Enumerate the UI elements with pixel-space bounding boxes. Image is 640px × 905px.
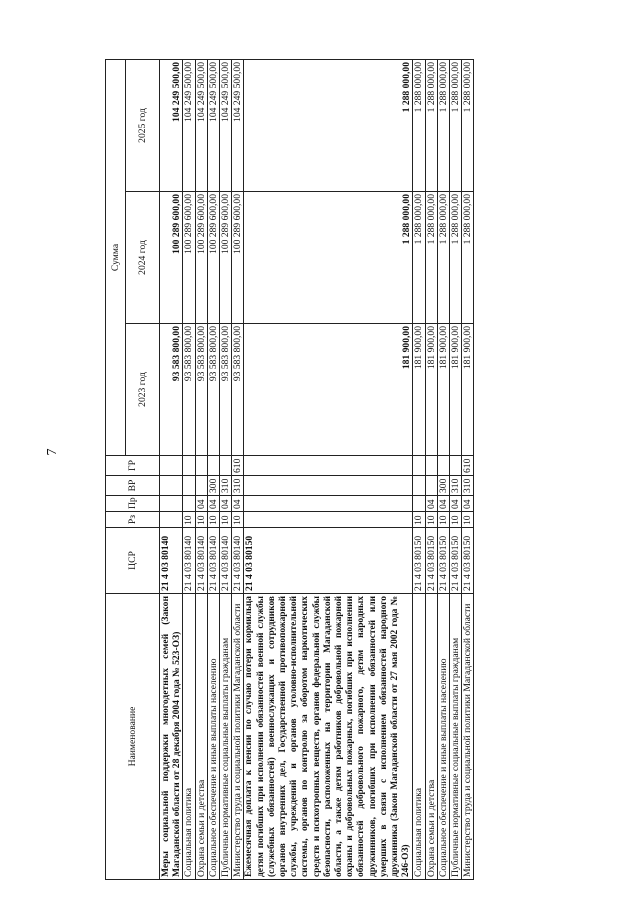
cell-csr: 21 4 03 80150 xyxy=(450,528,462,594)
cell-y2025: 1 288 000,00 xyxy=(413,59,425,191)
cell-y2023: 181 900,00 xyxy=(450,324,462,456)
cell-y2023: 181 900,00 xyxy=(425,324,437,456)
cell-rz: 10 xyxy=(220,512,232,528)
cell-rz: 10 xyxy=(183,512,195,528)
cell-y2024: 100 289 600,00 xyxy=(207,192,219,324)
cell-pr xyxy=(413,496,425,512)
cell-vr xyxy=(183,476,195,496)
cell-y2023: 181 900,00 xyxy=(413,324,425,456)
cell-y2024: 1 288 000,00 xyxy=(425,192,437,324)
cell-gr: 610 xyxy=(232,456,244,476)
cell-y2023: 93 583 800,00 xyxy=(220,324,232,456)
cell-y2023: 181 900,00 xyxy=(437,324,449,456)
cell-rz: 10 xyxy=(232,512,244,528)
cell-vr xyxy=(195,476,207,496)
cell-rz xyxy=(244,512,413,528)
cell-vr: 300 xyxy=(207,476,219,496)
cell-gr xyxy=(207,456,219,476)
cell-y2024: 100 289 600,00 xyxy=(195,192,207,324)
cell-pr: 04 xyxy=(450,496,462,512)
header-2024: 2024 год xyxy=(126,192,160,324)
cell-vr xyxy=(160,476,183,496)
header-vr: ВР xyxy=(106,476,160,496)
cell-y2025: 104 249 500,00 xyxy=(220,59,232,191)
cell-pr: 04 xyxy=(437,496,449,512)
cell-name: Социальное обеспечение и иные выплаты населению xyxy=(207,594,219,880)
cell-rz: 10 xyxy=(413,512,425,528)
cell-csr: 21 4 03 80140 xyxy=(183,528,195,594)
cell-name: Охрана семьи и детства xyxy=(195,594,207,880)
cell-vr: 310 xyxy=(462,476,474,496)
cell-pr: 04 xyxy=(220,496,232,512)
cell-y2023: 181 900,00 xyxy=(462,324,474,456)
cell-pr xyxy=(244,496,413,512)
budget-table xyxy=(105,59,474,880)
cell-name: Социальная политика xyxy=(183,594,195,880)
cell-y2023: 93 583 800,00 xyxy=(183,324,195,456)
cell-pr: 04 xyxy=(207,496,219,512)
cell-gr xyxy=(450,456,462,476)
cell-y2024: 100 289 600,00 xyxy=(232,192,244,324)
cell-gr xyxy=(183,456,195,476)
cell-y2025: 104 249 500,00 xyxy=(160,59,183,191)
cell-csr: 21 4 03 80150 xyxy=(437,528,449,594)
cell-y2024: 1 288 000,00 xyxy=(413,192,425,324)
cell-rz: 10 xyxy=(207,512,219,528)
cell-name: Публичные нормативные социальные выплаты гражданам xyxy=(220,594,232,880)
cell-name: Ежемесячная доплата к пенсии по случаю потери кормильца детям погибших при исполнении обязанностей военной службы (служебных обязанностей) военнослужащих и сотрудников органов внутренних дел, Государственной противопожарной службы, учреждений и органов уголовно-исполнительной системы, органов по контролю за оборотом наркотических средств и психотропных веществ, органов федеральной службы безопасности, расположенных на территории Магаданской области, а также детям работников добровольной пожарной охраны и добровольных пожарных, погибших при исполнении обязанностей добровольного пожарного, детям народных дружинников, погибших при исполнении обязанностей или умерших в связи с исполнением обязанностей народного дружинника (Закон Магаданской области от 27 мая 2002 года № 246-ОЗ) xyxy=(244,594,413,880)
header-2023: 2023 год xyxy=(126,324,160,456)
cell-y2024: 100 289 600,00 xyxy=(220,192,232,324)
cell-gr: 610 xyxy=(462,456,474,476)
header-pr: Пр xyxy=(106,496,160,512)
cell-pr: 04 xyxy=(462,496,474,512)
table-row xyxy=(195,59,207,879)
cell-gr xyxy=(220,456,232,476)
cell-csr: 21 4 03 80150 xyxy=(425,528,437,594)
cell-y2025: 1 288 000,00 xyxy=(244,59,413,191)
cell-pr xyxy=(183,496,195,512)
table-row xyxy=(437,59,449,879)
cell-csr: 21 4 03 80140 xyxy=(207,528,219,594)
cell-y2025: 1 288 000,00 xyxy=(437,59,449,191)
table-row xyxy=(462,59,474,879)
table-row xyxy=(220,59,232,879)
cell-csr: 21 4 03 80140 xyxy=(160,528,183,594)
cell-gr xyxy=(413,456,425,476)
table-header xyxy=(106,59,160,879)
cell-y2025: 104 249 500,00 xyxy=(207,59,219,191)
cell-vr xyxy=(244,476,413,496)
cell-y2024: 1 288 000,00 xyxy=(437,192,449,324)
cell-name: Министерство труда и социальной политики Магаданской области xyxy=(462,594,474,880)
cell-name: Социальное обеспечение и иные выплаты населению xyxy=(437,594,449,880)
cell-y2023: 93 583 800,00 xyxy=(232,324,244,456)
cell-pr xyxy=(160,496,183,512)
cell-y2025: 1 288 000,00 xyxy=(450,59,462,191)
cell-y2024: 1 288 000,00 xyxy=(450,192,462,324)
cell-pr: 04 xyxy=(232,496,244,512)
cell-pr: 04 xyxy=(425,496,437,512)
cell-csr: 21 4 03 80140 xyxy=(220,528,232,594)
cell-y2025: 104 249 500,00 xyxy=(183,59,195,191)
header-csr: ЦСР xyxy=(106,528,160,594)
cell-y2024: 1 288 000,00 xyxy=(462,192,474,324)
cell-vr: 310 xyxy=(220,476,232,496)
table-body xyxy=(160,59,474,879)
cell-vr: 310 xyxy=(232,476,244,496)
cell-name: Публичные нормативные социальные выплаты гражданам xyxy=(450,594,462,880)
cell-y2023: 93 583 800,00 xyxy=(160,324,183,456)
cell-name: Охрана семьи и детства xyxy=(425,594,437,880)
cell-gr xyxy=(425,456,437,476)
cell-gr xyxy=(244,456,413,476)
cell-rz: 10 xyxy=(195,512,207,528)
cell-vr: 300 xyxy=(437,476,449,496)
cell-y2023: 181 900,00 xyxy=(244,324,413,456)
cell-y2025: 104 249 500,00 xyxy=(195,59,207,191)
cell-gr xyxy=(437,456,449,476)
cell-gr xyxy=(195,456,207,476)
table-row xyxy=(244,59,413,879)
cell-vr: 310 xyxy=(450,476,462,496)
cell-y2025: 104 249 500,00 xyxy=(232,59,244,191)
cell-rz: 10 xyxy=(425,512,437,528)
page-number: 7 xyxy=(45,448,60,456)
table-row xyxy=(207,59,219,879)
cell-name: Министерство труда и социальной политики Магаданской области xyxy=(232,594,244,880)
cell-csr: 21 4 03 80150 xyxy=(244,528,413,594)
cell-rz: 10 xyxy=(462,512,474,528)
table-row xyxy=(232,59,244,879)
table-row xyxy=(450,59,462,879)
cell-name: Меры социальной поддержки многодетных семей (Закон Магаданской области от 28 декабря 2004 года № 523-ОЗ) xyxy=(160,594,183,880)
cell-y2023: 93 583 800,00 xyxy=(207,324,219,456)
rotated-page xyxy=(105,60,605,880)
header-name: Наименование xyxy=(106,594,160,880)
cell-y2025: 1 288 000,00 xyxy=(462,59,474,191)
cell-y2025: 1 288 000,00 xyxy=(425,59,437,191)
table-row xyxy=(183,59,195,879)
cell-csr: 21 4 03 80150 xyxy=(413,528,425,594)
cell-rz: 10 xyxy=(450,512,462,528)
cell-csr: 21 4 03 80150 xyxy=(462,528,474,594)
header-sum: Сумма xyxy=(106,59,126,455)
table-row xyxy=(160,59,183,879)
table-row xyxy=(413,59,425,879)
cell-gr xyxy=(160,456,183,476)
cell-rz: 10 xyxy=(437,512,449,528)
table-row xyxy=(425,59,437,879)
cell-y2024: 100 289 600,00 xyxy=(183,192,195,324)
header-2025: 2025 год xyxy=(126,59,160,191)
cell-y2024: 100 289 600,00 xyxy=(160,192,183,324)
header-gr: ГР xyxy=(106,456,160,476)
cell-name: Социальная политика xyxy=(413,594,425,880)
cell-y2023: 93 583 800,00 xyxy=(195,324,207,456)
cell-rz xyxy=(160,512,183,528)
cell-y2024: 1 288 000,00 xyxy=(244,192,413,324)
cell-pr: 04 xyxy=(195,496,207,512)
header-rz: Рз xyxy=(106,512,160,528)
cell-vr xyxy=(425,476,437,496)
cell-csr: 21 4 03 80140 xyxy=(232,528,244,594)
cell-csr: 21 4 03 80140 xyxy=(195,528,207,594)
cell-vr xyxy=(413,476,425,496)
